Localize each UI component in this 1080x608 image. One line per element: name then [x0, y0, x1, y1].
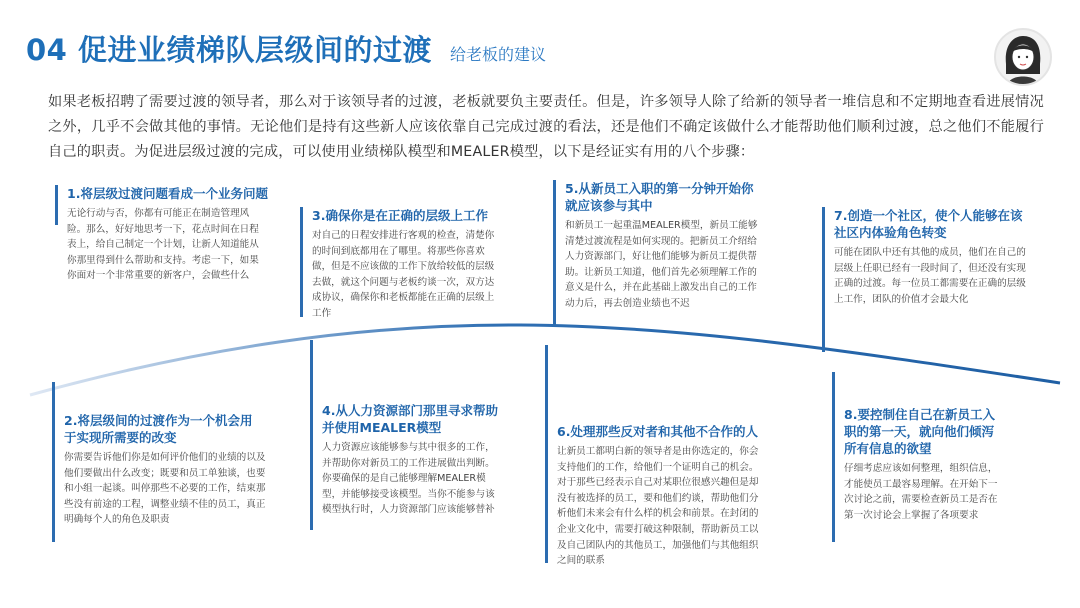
step-6	[545, 345, 780, 569]
step-body: 对自己的日程安排进行客观的检查，清楚你的时间到底都用在了哪里。将那些你喜欢做，但是不应该做的工作下放给较低的层级去做，就这个问题与老板约谈一次，双方达成协议，确保你和老板都能在正确的层级上工作	[312, 230, 495, 319]
step-heading: 3.确保你是在正确的层级上工作	[312, 208, 488, 223]
page-title: 04 促进业绩梯队层级间的过渡	[26, 33, 432, 67]
step-heading: 4.从人力资源部门那里寻求帮助并使用MEALER模型	[322, 403, 498, 435]
step-7	[822, 207, 1037, 307]
step-heading: 6.处理那些反对者和其他不合作的人	[557, 424, 758, 439]
step-2	[52, 382, 272, 528]
step-body: 人力资源应该能够参与其中很多的工作，并帮助你对新员工的工作进展做出判断。你要确保的是自己能够理解MEALER模型，并能够接受该模型。当你不能参与该模型执行时，人力资源部门应该能够替补	[322, 442, 495, 516]
step-heading: 5.从新员工入职的第一分钟开始你就应该参与其中	[565, 181, 754, 213]
step-3	[300, 207, 510, 322]
step-body: 和新员工一起重温MEALER模型，新员工能够清楚过渡流程是如何实现的。把新员工介绍给人力资源部门，好让他们能够为新员工提供帮助。让新员工知道，他们首先必须理解工作的意义是什么，并在此基础上激发出自己的工作动力后，再去创造业绩也不迟	[565, 220, 758, 309]
intro-paragraph: 如果老板招聘了需要过渡的领导者，那么对于该领导者的过渡，老板就要负主要责任。但是，许多领导人除了给新的领导者一堆信息和不定期地查看进展情况之外，几乎不会做其他的事情。无论他们是持有这些新人应该依靠自己完成过渡的看法，还是他们不确定该做什么才能帮助他们顺利过渡，总之他们不能履行自己的职责。为促进层级过渡的完成，可以使用业绩梯队模型和MEALER模型，以下是经证实有用的八个步骤：	[48, 94, 1044, 160]
step-heading: 7.创造一个社区，使个人能够在该社区内体验角色转变	[834, 208, 1023, 240]
step-heading: 8.要控制住自己在新员工入职的第一天，就向他们倾泻所有信息的欲望	[844, 407, 995, 456]
step-body: 无论行动与否，你都有可能正在制造管理风险。那么，好好地思考一下，花点时间在日程表上，给自己制定一个计划，让新人知道能从你那里得到什么帮助和支持。考虑一下，如果你面对一个非常重要的新客户，会做些什么	[67, 208, 259, 282]
step-heading: 2.将层级间的过渡作为一个机会用于实现所需要的改变	[64, 413, 253, 445]
step-8	[832, 372, 1012, 523]
step-1	[55, 185, 295, 284]
step-heading: 1.将层级过渡问题看成一个业务问题	[67, 186, 268, 201]
step-body: 仔细考虑应该如何整理，组织信息，才能使员工最容易理解。在开始下一次讨论之前，需要检查新员工是否在第一次讨论会上掌握了各项要求	[844, 463, 998, 521]
step-body: 可能在团队中还有其他的成员，他们在自己的层级上任职已经有一段时间了，但还没有实现正确的过渡。每一位员工都需要在正确的层级上工作，团队的价值才会最大化	[834, 247, 1026, 305]
step-5	[553, 180, 793, 312]
page-subtitle: 给老板的建议	[449, 45, 546, 64]
step-4	[310, 340, 510, 518]
step-body: 让新员工都明白新的领导者是由你选定的，你会支持他们的工作，给他们一个证明自己的机会。对于那些已经表示自己对某职位很感兴趣但是却没有被选择的员工，要和他们约谈，帮助他们分析他们未来会有什么样的机会和前景。在封闭的企业文化中，需要打破这种限制，帮助新员工以及自己团队内的其他员工，加强他们与其他组织之间的联系	[557, 446, 759, 567]
step-body: 你需要告诉他们你是如何评价他们的业绩的以及他们要做出什么改变；既要和员工单独谈，也要和小组一起谈。叫停那些不必要的工作，结束那些没有前途的工程，调整业绩不佳的员工，真正明确每个人的角色及职责	[64, 452, 266, 526]
